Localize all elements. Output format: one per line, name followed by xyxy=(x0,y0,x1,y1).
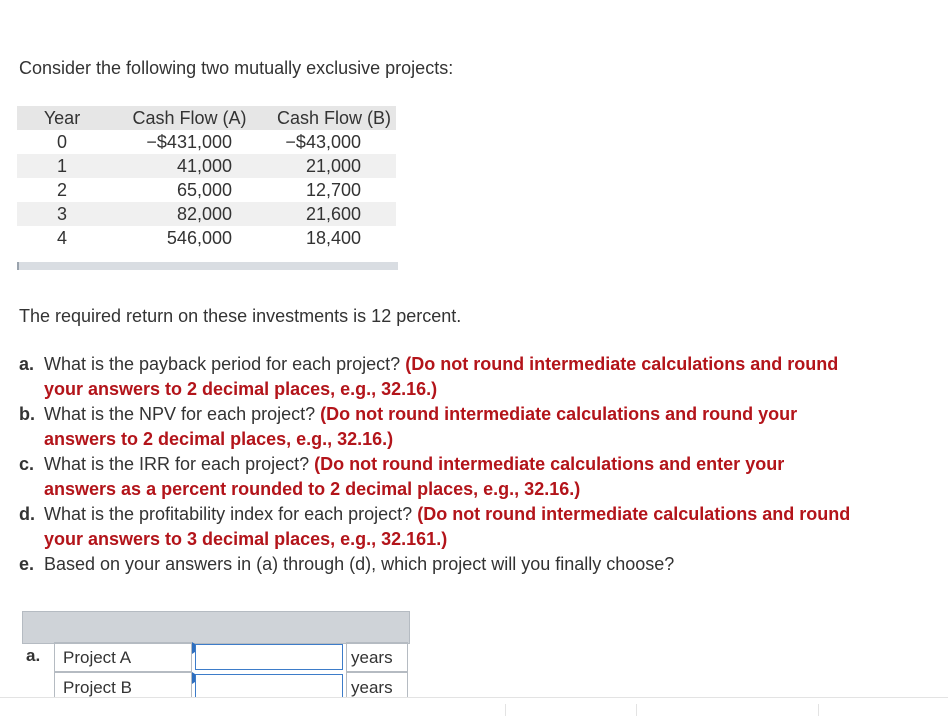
table-row xyxy=(17,202,396,226)
question-text: What is the payback period for each project? xyxy=(44,354,401,374)
table-row xyxy=(17,154,396,178)
question-text: What is the profitability index for each project? xyxy=(44,504,413,524)
answer-row-project-a xyxy=(22,642,408,670)
answer-table-header xyxy=(22,611,410,644)
question-note: (Do not round intermediate calculations and round your answers to 3 decimal places, e.g., 32.161.) xyxy=(44,504,851,549)
header-year: Year xyxy=(17,106,107,130)
question-letter: a. xyxy=(19,354,35,374)
question-item xyxy=(19,552,859,577)
cash-flow-b-cell: 21,600 xyxy=(272,202,396,226)
question-letter: b. xyxy=(19,404,35,424)
cash-flow-b-cell: 21,000 xyxy=(272,154,396,178)
question-item xyxy=(19,402,859,452)
year-cell: 2 xyxy=(56,180,67,200)
project-a-label: Project A xyxy=(54,642,192,672)
question-text: What is the IRR for each project? xyxy=(44,454,310,474)
table-row xyxy=(17,130,396,154)
cash-flow-table xyxy=(17,106,396,250)
cash-flow-b-cell: −$43,000 xyxy=(285,132,361,152)
project-a-unit: years xyxy=(346,642,408,672)
project-b-unit: years xyxy=(346,672,408,702)
cash-flow-b-cell: 12,700 xyxy=(305,180,361,200)
question-letter: d. xyxy=(19,504,35,524)
year-cell: 4 xyxy=(56,228,67,248)
question-letter: e. xyxy=(19,554,35,574)
question-item xyxy=(19,502,859,552)
year-cell: 0 xyxy=(56,132,67,152)
table-header-row xyxy=(17,106,396,130)
cash-flow-a-cell: 41,000 xyxy=(107,154,272,178)
question-note: (Do not round intermediate calculations and round your answers to 2 decimal places, e.g., 32.16.) xyxy=(44,354,839,399)
question-text: Based on your answers in (a) through (d), which project will you finally choose? xyxy=(44,554,675,574)
year-cell: 1 xyxy=(17,154,107,178)
question-letter: c. xyxy=(19,454,35,474)
project-b-label: Project B xyxy=(54,672,192,702)
header-cash-flow-b: Cash Flow (B) xyxy=(272,106,396,130)
question-item xyxy=(19,452,859,502)
question-item xyxy=(19,352,859,402)
answer-row-project-b xyxy=(22,672,408,700)
cash-flow-a-cell: 546,000 xyxy=(166,228,232,248)
table-scrollbar[interactable] xyxy=(17,262,398,270)
project-a-input-cell xyxy=(192,642,346,672)
question-list xyxy=(19,352,859,577)
question-text: What is the NPV for each project? xyxy=(44,404,316,424)
table-row xyxy=(17,226,396,250)
intro-text: Consider the following two mutually exclusive projects: xyxy=(19,58,454,78)
divider xyxy=(505,704,506,716)
cash-flow-b-cell: 18,400 xyxy=(305,228,361,248)
required-return-text: The required return on these investments is 12 percent. xyxy=(19,306,462,326)
divider xyxy=(818,704,819,716)
question-note: (Do not round intermediate calculations and enter your answers as a percent rounded to 2 decimal places, e.g., 32.16.) xyxy=(44,454,785,499)
cash-flow-a-cell: −$431,000 xyxy=(146,132,232,152)
divider xyxy=(636,704,637,716)
year-cell: 3 xyxy=(17,202,107,226)
answer-part-letter: a. xyxy=(26,646,41,665)
bottom-toolbar-edge xyxy=(0,697,948,716)
cash-flow-a-cell: 65,000 xyxy=(176,180,232,200)
project-a-payback-input[interactable] xyxy=(195,644,343,670)
question-note: (Do not round intermediate calculations and round your answers to 2 decimal places, e.g., 32.16.) xyxy=(44,404,798,449)
table-row xyxy=(17,178,396,202)
header-cash-flow-a: Cash Flow (A) xyxy=(107,106,272,130)
cash-flow-a-cell: 82,000 xyxy=(107,202,272,226)
